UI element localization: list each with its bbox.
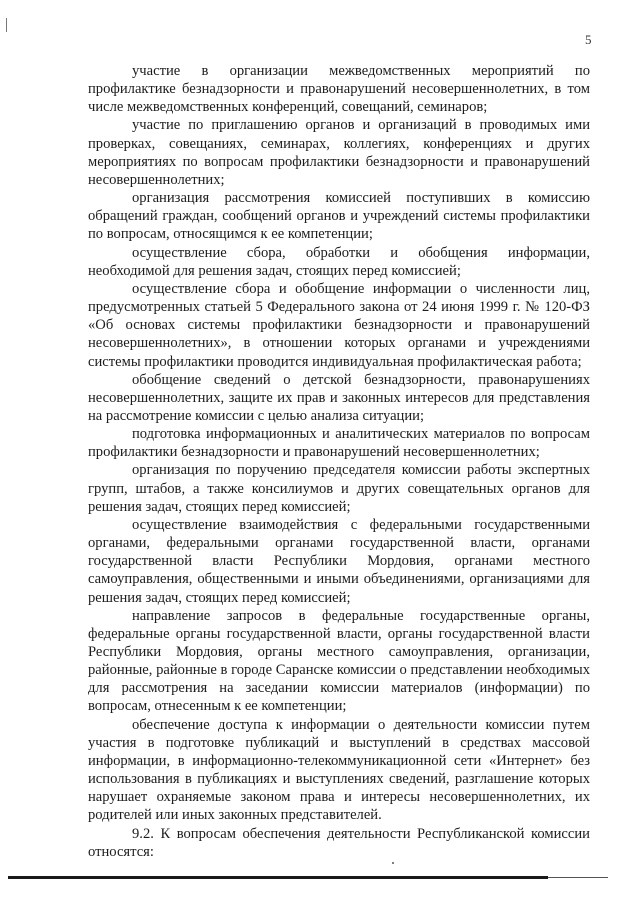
paragraph: обобщение сведений о детской безнадзорности, правонарушениях несовершеннолетних, защите их прав и законных интересов для представления на рассмотрение комиссии с целью анализа ситуации; [88,371,590,424]
paragraph: участие по приглашению органов и организаций в проводимых ими проверках, совещаниях, семинарах, коллегиях, конференциях и других мероприятиях по вопросам профилактики безнадзорности и правонарушений несовершеннолетних; [88,117,590,188]
paragraph: организация по поручению председателя комиссии работы экспертных групп, штабов, а также консилиумов и других совещательных органов для решения задач, стоящих перед комиссией; [88,462,590,515]
section-heading-9-2: 9.2. К вопросам обеспечения деятельности Республиканской комиссии относятся: [88,825,590,860]
paragraph: организация рассмотрения комиссией поступивших в комиссию обращений граждан, сообщений органов и учреждений системы профилактики по вопросам, относящимся к ее компетенции; [88,190,590,243]
scan-margin-mark [6,18,7,32]
paragraph: подготовка информационных и аналитических материалов по вопросам профилактики безнадзорности и правонарушений несовершеннолетних; [88,426,590,461]
paragraph: участие в организации межведомственных мероприятий по профилактике безнадзорности и правонарушений несовершеннолетних, в том числе межведомственных конференций, совещаний, семинаров; [88,63,590,116]
scan-speck [392,862,394,864]
scan-bottom-edge [8,876,548,879]
document-body [88,62,590,861]
paragraph: направление запросов в федеральные государственные органы, федеральные органы государственной власти, органы государственной власти Республики Мордовия, органы местного самоуправления, организации, районные, районные в городе Саранске комиссии о представлении необходимых для рассмотрения на заседании комиссии материалов (информации) по вопросам, отнесенным к ее компетенции; [88,607,590,715]
paragraph: осуществление сбора и обобщение информации о численности лиц, предусмотренных статьей 5 Федерального закона от 24 июня 1999 г. № 120-ФЗ «Об основах системы профилактики безнадзорности и правонарушений несовершеннолетних», в отношении которых органами и учреждениями системы профилактики проводится индивидуальная профилактическая работа; [88,280,590,370]
paragraph: осуществление сбора, обработки и обобщения информации, необходимой для решения задач, стоящих перед комиссией; [88,244,590,279]
scan-bottom-edge-tail [548,877,608,878]
page-number: 5 [585,32,592,47]
paragraph: обеспечение доступа к информации о деятельности комиссии путем участия в подготовке публикаций и выступлений в средствах массовой информации, в информационно-телекоммуникационной сети «Интернет» без использования в публикациях и выступлениях сведений, разглашение которых нарушает охраняемые законом права и интересы несовершеннолетних, их родителей или иных законных представителей. [88,716,590,824]
paragraph: осуществление взаимодействия с федеральными государственными органами, федеральными органами государственной власти, органами государственной власти Республики Мордовия, органами местного самоуправления, общественными и иными объединениями, организациями для решения задач, стоящих перед комиссией; [88,516,590,606]
